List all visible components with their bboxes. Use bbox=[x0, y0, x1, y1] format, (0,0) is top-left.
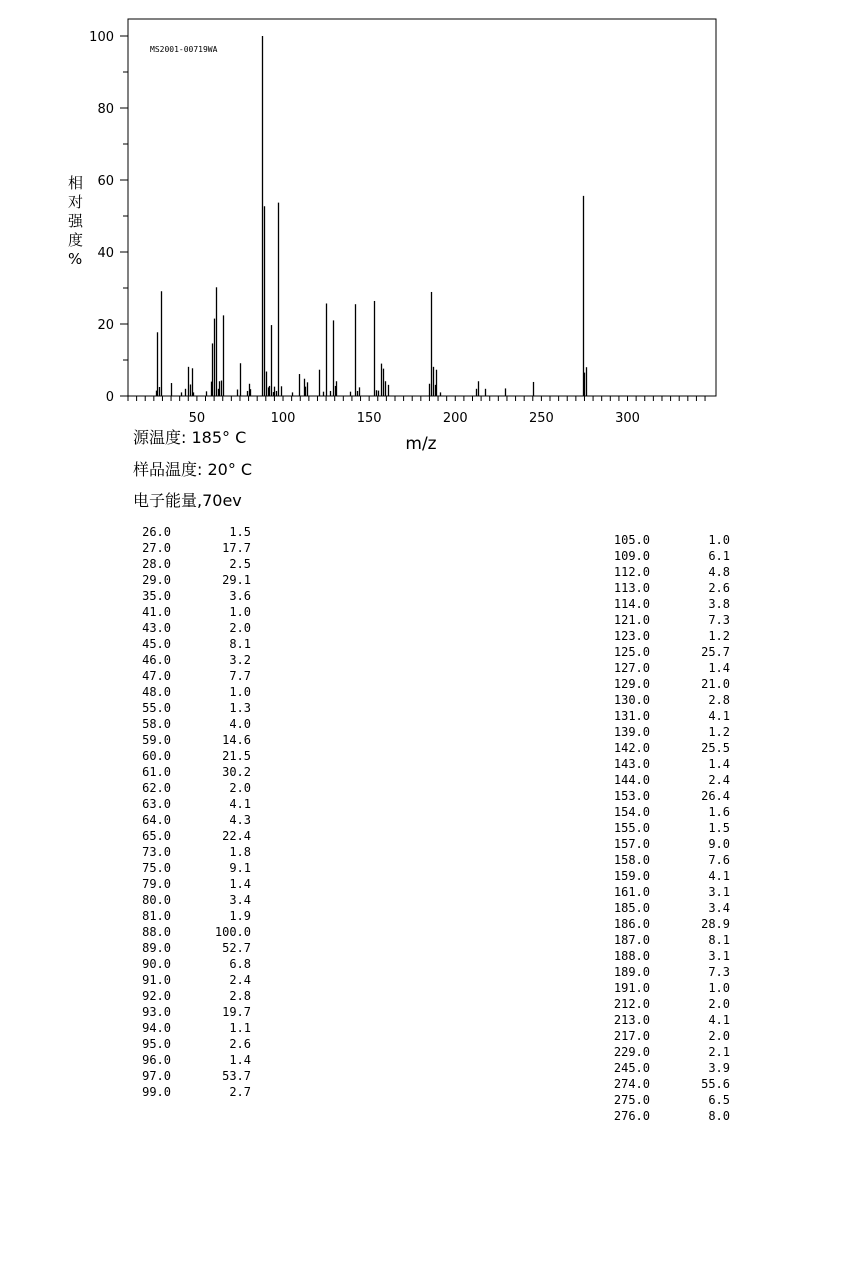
abundance-value: 1.5 bbox=[708, 821, 730, 835]
abundance-value: 30.2 bbox=[222, 765, 251, 779]
mz-value: 81.0 bbox=[142, 909, 171, 923]
abundance-value: 21.5 bbox=[222, 749, 251, 763]
mz-value: 144.0 bbox=[613, 773, 650, 787]
mz-value: 109.0 bbox=[613, 549, 650, 563]
abundance-value: 1.8 bbox=[229, 845, 251, 859]
mz-value: 157.0 bbox=[613, 837, 650, 851]
x-tick-label: 200 bbox=[442, 411, 468, 426]
abundance-value: 4.1 bbox=[708, 709, 730, 723]
mz-value: 99.0 bbox=[142, 1085, 171, 1099]
mz-value: 28.0 bbox=[142, 557, 171, 571]
table-row bbox=[130, 844, 260, 860]
table-row bbox=[600, 916, 740, 932]
abundance-value: 9.1 bbox=[229, 861, 251, 875]
table-row bbox=[600, 836, 740, 852]
abundance-value: 1.0 bbox=[229, 605, 251, 619]
mz-value: 29.0 bbox=[142, 573, 171, 587]
mz-value: 276.0 bbox=[613, 1109, 650, 1123]
mz-value: 75.0 bbox=[142, 861, 171, 875]
mz-value: 125.0 bbox=[613, 645, 650, 659]
y-tick-label: 80 bbox=[97, 102, 114, 117]
table-row bbox=[600, 676, 740, 692]
table-row bbox=[600, 580, 740, 596]
table-row bbox=[600, 1028, 740, 1044]
abundance-value: 2.4 bbox=[229, 973, 251, 987]
mz-value: 92.0 bbox=[142, 989, 171, 1003]
mz-value: 143.0 bbox=[613, 757, 650, 771]
abundance-value: 2.0 bbox=[229, 781, 251, 795]
mz-value: 48.0 bbox=[142, 685, 171, 699]
mz-value: 94.0 bbox=[142, 1021, 171, 1035]
abundance-value: 1.0 bbox=[229, 685, 251, 699]
table-row bbox=[130, 796, 260, 812]
peak-bars bbox=[157, 36, 587, 396]
table-row bbox=[600, 948, 740, 964]
abundance-value: 1.1 bbox=[229, 1021, 251, 1035]
table-row bbox=[130, 604, 260, 620]
abundance-value: 4.1 bbox=[229, 797, 251, 811]
abundance-value: 19.7 bbox=[222, 1005, 251, 1019]
mz-value: 35.0 bbox=[142, 589, 171, 603]
table-row bbox=[600, 1060, 740, 1076]
y-tick-label: 20 bbox=[97, 318, 114, 333]
table-row bbox=[600, 980, 740, 996]
abundance-value: 3.2 bbox=[229, 653, 251, 667]
abundance-value: 1.6 bbox=[708, 805, 730, 819]
abundance-value: 1.0 bbox=[708, 533, 730, 547]
mz-value: 139.0 bbox=[613, 725, 650, 739]
sample-temperature: 样品温度: 20° C bbox=[133, 460, 253, 479]
y-axis bbox=[89, 30, 128, 405]
spectrum-id-label: MS2001-00719WA bbox=[150, 45, 218, 54]
mz-value: 127.0 bbox=[613, 661, 650, 675]
table-row bbox=[600, 724, 740, 740]
mz-value: 155.0 bbox=[613, 821, 650, 835]
x-tick-label: 250 bbox=[528, 411, 554, 426]
table-row bbox=[600, 772, 740, 788]
abundance-value: 2.4 bbox=[708, 773, 730, 787]
mz-value: 275.0 bbox=[613, 1093, 650, 1107]
table-row bbox=[130, 572, 260, 588]
mz-value: 46.0 bbox=[142, 653, 171, 667]
abundance-value: 4.8 bbox=[708, 565, 730, 579]
table-row bbox=[130, 556, 260, 572]
abundance-value: 2.7 bbox=[229, 1085, 251, 1099]
mz-value: 123.0 bbox=[613, 629, 650, 643]
mz-value: 158.0 bbox=[613, 853, 650, 867]
abundance-value: 6.1 bbox=[708, 549, 730, 563]
y-label-char: 度 bbox=[68, 231, 84, 249]
table-row bbox=[130, 620, 260, 636]
table-row bbox=[600, 1012, 740, 1028]
mz-value: 41.0 bbox=[142, 605, 171, 619]
abundance-value: 2.8 bbox=[708, 693, 730, 707]
table-row bbox=[130, 1004, 260, 1020]
abundance-value: 4.0 bbox=[229, 717, 251, 731]
table-row bbox=[600, 708, 740, 724]
table-row bbox=[600, 628, 740, 644]
abundance-value: 8.0 bbox=[708, 1109, 730, 1123]
mz-value: 187.0 bbox=[613, 933, 650, 947]
table-row bbox=[130, 812, 260, 828]
mz-value: 113.0 bbox=[613, 581, 650, 595]
mz-value: 45.0 bbox=[142, 637, 171, 651]
y-label-char: 强 bbox=[68, 212, 84, 230]
abundance-value: 25.5 bbox=[701, 741, 730, 755]
table-row bbox=[600, 660, 740, 676]
abundance-value: 2.5 bbox=[229, 557, 251, 571]
abundance-value: 1.5 bbox=[229, 525, 251, 539]
table-row bbox=[600, 1044, 740, 1060]
abundance-value: 3.8 bbox=[708, 597, 730, 611]
abundance-value: 1.3 bbox=[229, 701, 251, 715]
y-tick-label: 0 bbox=[105, 390, 114, 405]
mz-value: 114.0 bbox=[613, 597, 650, 611]
table-row bbox=[600, 740, 740, 756]
mass-spectrum-chart bbox=[0, 0, 850, 460]
peak-table-right bbox=[600, 532, 740, 1124]
table-row bbox=[130, 828, 260, 844]
mz-value: 47.0 bbox=[142, 669, 171, 683]
abundance-value: 3.4 bbox=[229, 893, 251, 907]
abundance-value: 6.5 bbox=[708, 1093, 730, 1107]
table-row bbox=[130, 732, 260, 748]
mz-value: 188.0 bbox=[613, 949, 650, 963]
table-row bbox=[130, 860, 260, 876]
abundance-value: 100.0 bbox=[214, 925, 251, 939]
table-row bbox=[130, 764, 260, 780]
table-row bbox=[600, 804, 740, 820]
x-axis-label: m/z bbox=[405, 434, 437, 454]
table-row bbox=[130, 1020, 260, 1036]
mz-value: 131.0 bbox=[613, 709, 650, 723]
mz-value: 60.0 bbox=[142, 749, 171, 763]
table-row bbox=[600, 756, 740, 772]
mz-value: 89.0 bbox=[142, 941, 171, 955]
electron-energy: 电子能量,70ev bbox=[133, 491, 242, 510]
table-row bbox=[130, 780, 260, 796]
mz-value: 63.0 bbox=[142, 797, 171, 811]
table-row bbox=[130, 876, 260, 892]
abundance-value: 1.0 bbox=[708, 981, 730, 995]
mz-value: 80.0 bbox=[142, 893, 171, 907]
table-row bbox=[600, 564, 740, 580]
mz-value: 55.0 bbox=[142, 701, 171, 715]
x-tick-label: 100 bbox=[270, 411, 296, 426]
source-temperature: 源温度: 185° C bbox=[133, 428, 247, 447]
table-row bbox=[600, 692, 740, 708]
mz-value: 93.0 bbox=[142, 1005, 171, 1019]
abundance-value: 53.7 bbox=[222, 1069, 251, 1083]
table-row bbox=[600, 644, 740, 660]
mz-value: 212.0 bbox=[613, 997, 650, 1011]
mz-value: 65.0 bbox=[142, 829, 171, 843]
table-row bbox=[130, 652, 260, 668]
table-row bbox=[600, 1092, 740, 1108]
mz-value: 185.0 bbox=[613, 901, 650, 915]
mz-value: 153.0 bbox=[613, 789, 650, 803]
table-row bbox=[600, 788, 740, 804]
mz-value: 217.0 bbox=[613, 1029, 650, 1043]
y-tick-label: 100 bbox=[89, 30, 114, 45]
x-tick-label: 150 bbox=[356, 411, 382, 426]
table-row bbox=[130, 940, 260, 956]
abundance-value: 3.1 bbox=[708, 885, 730, 899]
table-row bbox=[600, 1076, 740, 1092]
x-tick-label: 300 bbox=[615, 411, 640, 426]
mz-value: 97.0 bbox=[142, 1069, 171, 1083]
table-row bbox=[130, 684, 260, 700]
y-label-char: % bbox=[68, 250, 83, 268]
abundance-value: 1.4 bbox=[708, 757, 730, 771]
mz-value: 61.0 bbox=[142, 765, 171, 779]
mz-value: 62.0 bbox=[142, 781, 171, 795]
abundance-value: 1.4 bbox=[229, 877, 251, 891]
abundance-value: 1.4 bbox=[708, 661, 730, 675]
abundance-value: 3.9 bbox=[708, 1061, 730, 1075]
table-row bbox=[130, 748, 260, 764]
abundance-value: 2.0 bbox=[708, 1029, 730, 1043]
abundance-value: 8.1 bbox=[229, 637, 251, 651]
abundance-value: 1.4 bbox=[229, 1053, 251, 1067]
abundance-value: 2.0 bbox=[229, 621, 251, 635]
table-row bbox=[600, 852, 740, 868]
mz-value: 129.0 bbox=[613, 677, 650, 691]
mz-value: 189.0 bbox=[613, 965, 650, 979]
abundance-value: 22.4 bbox=[222, 829, 251, 843]
abundance-value: 1.2 bbox=[708, 629, 730, 643]
abundance-value: 3.4 bbox=[708, 901, 730, 915]
abundance-value: 52.7 bbox=[222, 941, 251, 955]
x-tick-label: 50 bbox=[188, 411, 206, 426]
table-row bbox=[130, 716, 260, 732]
mz-value: 43.0 bbox=[142, 621, 171, 635]
table-row bbox=[130, 892, 260, 908]
table-row bbox=[600, 532, 740, 548]
abundance-value: 2.6 bbox=[708, 581, 730, 595]
abundance-value: 8.1 bbox=[708, 933, 730, 947]
abundance-value: 28.9 bbox=[701, 917, 730, 931]
table-row bbox=[130, 588, 260, 604]
y-tick-label: 40 bbox=[97, 246, 114, 261]
abundance-value: 9.0 bbox=[708, 837, 730, 851]
table-row bbox=[130, 668, 260, 684]
abundance-value: 29.1 bbox=[222, 573, 251, 587]
abundance-value: 4.3 bbox=[229, 813, 251, 827]
mz-value: 130.0 bbox=[613, 693, 650, 707]
mz-value: 58.0 bbox=[142, 717, 171, 731]
abundance-value: 1.2 bbox=[708, 725, 730, 739]
mz-value: 26.0 bbox=[142, 525, 171, 539]
mz-value: 91.0 bbox=[142, 973, 171, 987]
table-row bbox=[130, 1068, 260, 1084]
table-row bbox=[600, 1108, 740, 1124]
mz-value: 59.0 bbox=[142, 733, 171, 747]
mz-value: 121.0 bbox=[613, 613, 650, 627]
mz-value: 88.0 bbox=[142, 925, 171, 939]
table-row bbox=[130, 908, 260, 924]
mz-value: 79.0 bbox=[142, 877, 171, 891]
mz-value: 245.0 bbox=[613, 1061, 650, 1075]
abundance-value: 55.6 bbox=[701, 1077, 730, 1091]
abundance-value: 7.3 bbox=[708, 613, 730, 627]
table-row bbox=[600, 820, 740, 836]
abundance-value: 1.9 bbox=[229, 909, 251, 923]
table-row bbox=[600, 884, 740, 900]
abundance-value: 2.1 bbox=[708, 1045, 730, 1059]
abundance-value: 6.8 bbox=[229, 957, 251, 971]
table-row bbox=[600, 612, 740, 628]
table-row bbox=[130, 1036, 260, 1052]
mz-value: 186.0 bbox=[613, 917, 650, 931]
table-row bbox=[600, 932, 740, 948]
abundance-value: 21.0 bbox=[701, 677, 730, 691]
abundance-value: 7.6 bbox=[708, 853, 730, 867]
abundance-value: 3.6 bbox=[229, 589, 251, 603]
table-row bbox=[600, 900, 740, 916]
mz-value: 112.0 bbox=[613, 565, 650, 579]
mz-value: 142.0 bbox=[613, 741, 650, 755]
table-row bbox=[600, 596, 740, 612]
mz-value: 95.0 bbox=[142, 1037, 171, 1051]
mz-value: 73.0 bbox=[142, 845, 171, 859]
table-row bbox=[130, 924, 260, 940]
table-row bbox=[130, 540, 260, 556]
abundance-value: 7.7 bbox=[229, 669, 251, 683]
table-row bbox=[130, 1052, 260, 1068]
mz-value: 213.0 bbox=[613, 1013, 650, 1027]
mz-value: 191.0 bbox=[613, 981, 650, 995]
y-label-char: 相 bbox=[68, 174, 84, 192]
mz-value: 161.0 bbox=[613, 885, 650, 899]
table-row bbox=[130, 972, 260, 988]
table-row bbox=[600, 964, 740, 980]
mz-value: 96.0 bbox=[142, 1053, 171, 1067]
table-row bbox=[130, 1084, 260, 1100]
abundance-value: 14.6 bbox=[222, 733, 251, 747]
mz-value: 90.0 bbox=[142, 957, 171, 971]
mz-value: 105.0 bbox=[613, 533, 650, 547]
table-row bbox=[600, 868, 740, 884]
y-axis-label bbox=[68, 174, 84, 268]
abundance-value: 3.1 bbox=[708, 949, 730, 963]
peak-table-left bbox=[130, 524, 260, 1100]
table-row bbox=[130, 636, 260, 652]
y-label-char: 对 bbox=[68, 193, 84, 211]
abundance-value: 7.3 bbox=[708, 965, 730, 979]
mz-value: 274.0 bbox=[613, 1077, 650, 1091]
table-row bbox=[130, 524, 260, 540]
mz-value: 27.0 bbox=[142, 541, 171, 555]
abundance-value: 2.0 bbox=[708, 997, 730, 1011]
abundance-value: 4.1 bbox=[708, 1013, 730, 1027]
x-axis bbox=[128, 396, 705, 426]
table-row bbox=[130, 956, 260, 972]
mz-value: 64.0 bbox=[142, 813, 171, 827]
abundance-value: 2.8 bbox=[229, 989, 251, 1003]
table-row bbox=[130, 988, 260, 1004]
abundance-value: 2.6 bbox=[229, 1037, 251, 1051]
table-row bbox=[600, 996, 740, 1012]
abundance-value: 4.1 bbox=[708, 869, 730, 883]
abundance-value: 17.7 bbox=[222, 541, 251, 555]
table-row bbox=[130, 700, 260, 716]
mz-value: 229.0 bbox=[613, 1045, 650, 1059]
abundance-value: 25.7 bbox=[701, 645, 730, 659]
y-tick-label: 60 bbox=[97, 174, 114, 189]
abundance-value: 26.4 bbox=[701, 789, 730, 803]
table-row bbox=[600, 548, 740, 564]
mz-value: 159.0 bbox=[613, 869, 650, 883]
mz-value: 154.0 bbox=[613, 805, 650, 819]
